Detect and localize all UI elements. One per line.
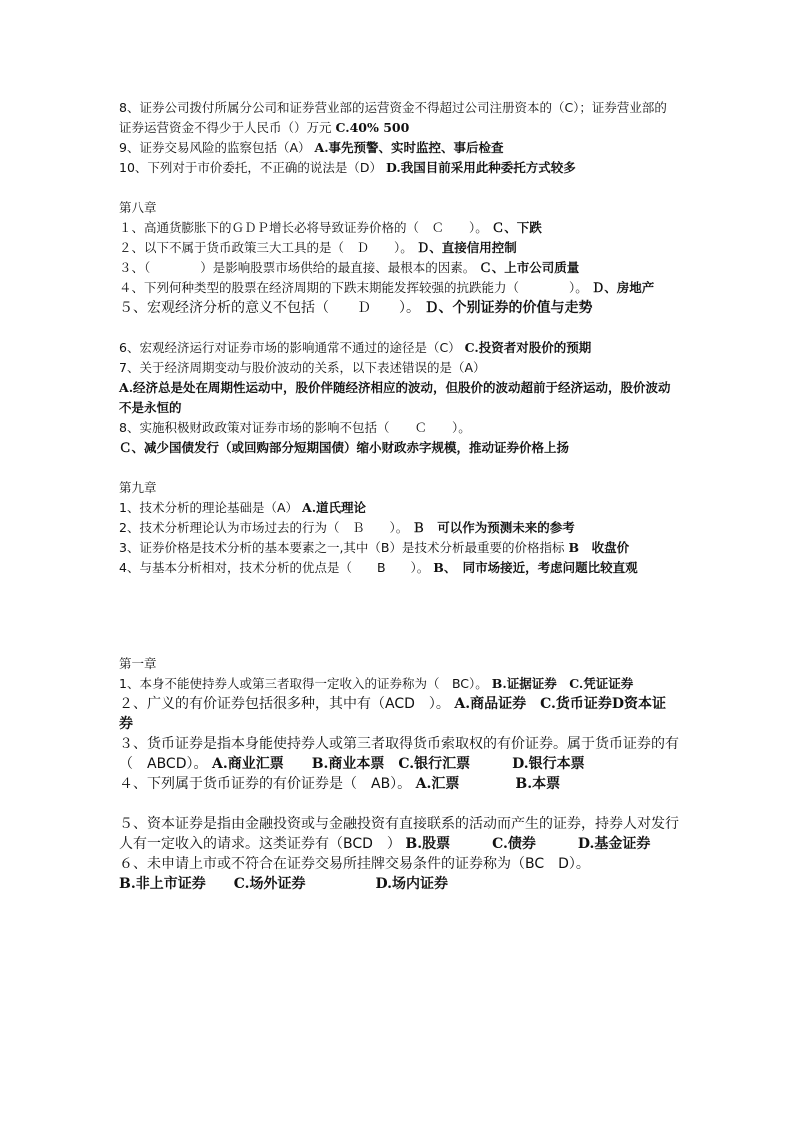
answer-text: Ｃ、下跌 xyxy=(491,220,542,235)
question-text: 10、下列对于市价委托，不正确的说法是（D） xyxy=(119,160,383,175)
answer-text: A.商品证券 C.货币证券D资本证券 xyxy=(119,696,666,732)
question-text: 1、技术分析的理论基础是（A） xyxy=(119,500,299,515)
question-line xyxy=(119,558,679,578)
answer-text: B 收盘价 xyxy=(568,540,630,555)
question-line xyxy=(119,418,679,438)
answer-text: C.40% 500 xyxy=(335,120,410,135)
chapter-heading-text: 第八章 xyxy=(119,200,157,215)
chapter-heading xyxy=(119,654,679,674)
question-text: 7、关于经济周期变动与股价波动的关系，以下表述错误的是（A） xyxy=(119,360,486,375)
question-line xyxy=(119,734,679,774)
question-line xyxy=(119,278,679,298)
question-line xyxy=(119,238,679,258)
question-text: 8、证券公司拨付所属分公司和证券营业部的运营资金不得超过公司注册资本的（C）；证券营业部的证券运营资金不得少于人民币（）万元 xyxy=(119,100,667,135)
answer-text: Ｃ、减少国债发行（或回购部分短期国债）缩小财政赤字规模，推动证券价格上扬 xyxy=(119,440,570,455)
question-line xyxy=(119,138,679,158)
question-text: 4、与基本分析相对，技术分析的优点是（ B ）。 xyxy=(119,560,430,575)
paragraph-spacer xyxy=(119,178,679,198)
answer-text: Ｄ、直接信用控制 xyxy=(416,240,517,255)
paragraph-spacer xyxy=(119,458,679,478)
paragraph-spacer xyxy=(119,318,679,338)
answer-text: A.商业汇票 B.商业本票 C.银行汇票 D.银行本票 xyxy=(211,756,585,772)
question-text: ６、未申请上市或不符合在证券交易所挂牌交易条件的证券称为（BC D）。 xyxy=(119,856,590,872)
question-line xyxy=(119,438,679,458)
chapter-heading xyxy=(119,198,679,218)
answer-text: Ｃ、上市公司质量 xyxy=(479,260,580,275)
paragraph-spacer xyxy=(119,794,679,814)
answer-text: A.汇票 B.本票 xyxy=(415,776,561,792)
document-content xyxy=(119,98,679,894)
answer-text: B、 同市场接近，考虑问题比较直观 xyxy=(433,560,638,575)
question-line xyxy=(119,674,679,694)
question-text: ４、下列何种类型的股票在经济周期的下跌末期能发挥较强的抗跌能力（ ）。 xyxy=(119,280,588,295)
question-text: ３、（ ）是影响股票市场供给的最直接、最根本的因素。 xyxy=(119,260,476,275)
answer-text: Ｄ、个别证券的价值与走势 xyxy=(424,300,593,316)
question-text: 1、本身不能使持券人或第三者取得一定收入的证券称为（ BC）。 xyxy=(119,676,488,691)
answer-text: A.道氏理论 xyxy=(302,500,367,515)
question-line xyxy=(119,298,679,318)
question-line xyxy=(119,694,679,734)
question-text: 3、证券价格是技术分析的基本要素之一,其中（B）是技术分析最重要的价格指标 xyxy=(119,540,565,555)
question-line xyxy=(119,874,679,894)
question-text: 8、实施积极财政政策对证券市场的影响不包括（ Ｃ ）。 xyxy=(119,420,471,435)
question-text: 2、技术分析理论认为市场过去的行为（ Ｂ ）。 xyxy=(119,520,409,535)
answer-text: C.投资者对股价的预期 xyxy=(464,340,592,355)
question-line xyxy=(119,518,679,538)
question-line xyxy=(119,358,679,378)
question-line xyxy=(119,218,679,238)
answer-text: Ｄ、房地产 xyxy=(591,280,655,295)
chapter-heading-text: 第九章 xyxy=(119,480,157,495)
question-line xyxy=(119,774,679,794)
question-line xyxy=(119,258,679,278)
answer-text: B.股票 C.债券 D.基金证券 xyxy=(405,836,651,852)
answer-text: B.非上市证券 C.场外证券 D.场内证券 xyxy=(119,876,448,892)
question-text: ５、资本证券是指由金融投资或与金融投资有直接联系的活动而产生的证券，持券人对发行人有一定收入的请求。这类证券有（BCD ） xyxy=(119,816,679,852)
question-line xyxy=(119,814,679,854)
question-text: ２、广义的有价证券包括很多种，其中有（ACD ）。 xyxy=(119,696,450,712)
question-line xyxy=(119,98,679,138)
question-text: 6、宏观经济运行对证券市场的影响通常不通过的途径是（C） xyxy=(119,340,461,355)
question-line xyxy=(119,854,679,874)
answer-text: Ｂ 可以作为预测未来的参考 xyxy=(412,520,575,535)
question-text: ５、宏观经济分析的意义不包括（ Ｄ ）。 xyxy=(119,300,420,316)
chapter-heading xyxy=(119,478,679,498)
answer-text: D.我国目前采用此种委托方式较多 xyxy=(386,160,576,175)
question-line xyxy=(119,338,679,358)
answer-text: A.事先预警、实时监控、事后检查 xyxy=(314,140,504,155)
question-line xyxy=(119,538,679,558)
question-line xyxy=(119,158,679,178)
question-text: 9、证券交易风险的监察包括（A） xyxy=(119,140,311,155)
question-text: ４、下列属于货币证券的有价证券是（ AB）。 xyxy=(119,776,412,792)
question-line xyxy=(119,378,679,418)
answer-text: A.经济总是处在周期性运动中，股价伴随经济相应的波动，但股价的波动超前于经济运动，股价波动不是永恒的 xyxy=(119,380,671,415)
question-line xyxy=(119,498,679,518)
question-text: １、高通货膨胀下的ＧＤＰ增长必将导致证券价格的（ Ｃ ）。 xyxy=(119,220,488,235)
question-text: ３、货币证券是指本身能使持券人或第三者取得货币索取权的有价证券。属于货币证券的有（ ABCD）。 xyxy=(119,736,679,772)
chapter-heading-text: 第一章 xyxy=(119,656,157,671)
question-text: ２、以下不属于货币政策三大工具的是（ Ｄ ）。 xyxy=(119,240,413,255)
section-spacer xyxy=(119,578,679,654)
answer-text: B.证据证券 C.凭证证券 xyxy=(491,676,634,691)
